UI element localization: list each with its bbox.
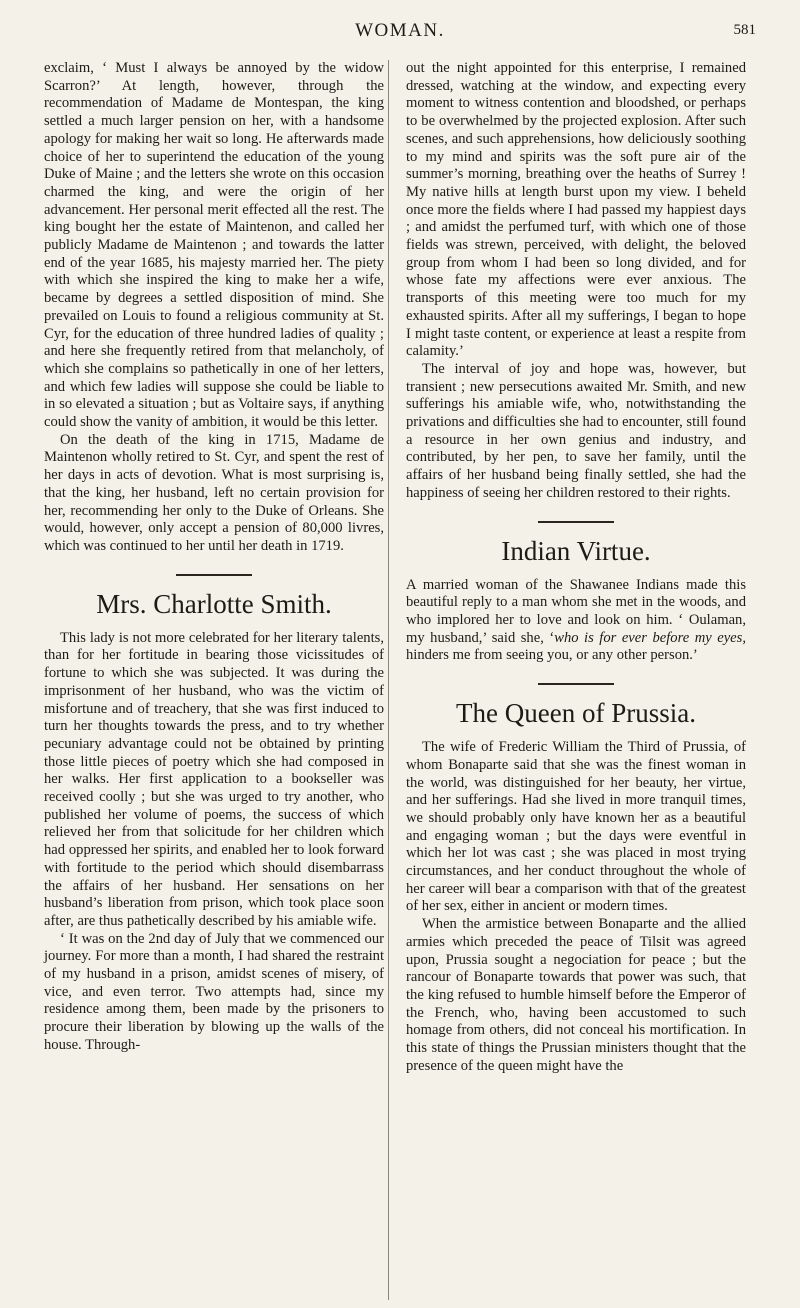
running-head: WOMAN.	[355, 20, 445, 41]
section-heading-indian-virtue: Indian Virtue.	[501, 535, 651, 566]
paragraph: ‘ It was on the 2nd day of July that we commenced our journey. For more than a month, I had shared the restraint of my husband in a prison, amidst scenes of misery, of vice, and even terror. Two attempts had, since my residence among them, been made by the prisoners to procure their liberation by blowing up the walls of the house. Through-	[44, 930, 384, 1053]
section-rule	[538, 683, 614, 685]
text-run: A married woman of the Shawanee Indians made this beautiful reply to a man whom she met in the woods, and who implored her to love and look on him. ‘ Oulaman, my husband,’ said she, ‘	[406, 576, 746, 646]
left-column	[44, 60, 384, 1055]
text-run: hinders me from seeing you, or any other person.’	[406, 647, 698, 664]
section-heading-charlotte-smith: Mrs. Charlotte Smith.	[96, 588, 332, 619]
italic-text-run: who is for ever before my eyes,	[554, 629, 746, 646]
paragraph: This lady is not more celebrated for her literary talents, than for her fortitude in bearing those vicissitudes of fortune to which she was subjected. It was during the imprisonment of her husband, who was the victim of misfortune and of treachery, that she was first induced to turn her thoughts towards the press, and to try whether pecuniary advantage could not be obtained by printing those little pieces of poetry which she had composed in her walks. Her first application to a bookseller was received coolly ; but she was urged to try another, who published her volume of poems, the success of which relieved her from that solicitude for her children which had oppressed her spirits, and enabled her to look forward with fortitude to the period which should disembarrass the affairs of her husband. Her sensations on her husband’s liberation from prison, which took place soon after, are thus pathetically described by his amiable wife.	[44, 629, 384, 929]
paragraph: On the death of the king in 1715, Madame de Maintenon wholly retired to St. Cyr, and spent the rest of her days in acts of devotion. What is most surprising is, that the king, her husband, left no certain provision for her, recommending her only to the Duke of Orleans. She would, however, only accept a pension of 80,000 livres, which was continued to her until her death in 1719.	[44, 431, 384, 554]
paragraph	[406, 577, 746, 666]
paragraph: The interval of joy and hope was, however, but transient ; new persecutions awaited Mr. Smith, and new sufferings his amiable wife, who, notwithstanding the privations and difficulties she had to encounter, still found a resource in her own genius and industry, and contributed, by her pen, to save her family, until the affairs of her husband being finally settled, she had the happiness of seeing her children restored to their rights.	[406, 360, 747, 501]
right-column	[406, 60, 746, 1075]
column-divider	[388, 60, 389, 1300]
paragraph: When the armistice between Bonaparte and the allied armies which preceded the peace of Tilsit was agreed upon, Prussia sought a negociation for peace ; but the rancour of Bonaparte towards that power was such, that the king refused to humble himself before the Emperor of the French, who, having been accustomed to such homage from others, did not conceal his mortification. In this state of things the Prussian ministers thought that the presence of the queen might have the	[406, 916, 746, 1074]
section-rule	[538, 521, 614, 523]
paragraph: out the night appointed for this enterprise, I remained dressed, watching at the window, and expecting every moment to witness contention and bloodshed, or perhaps to be overwhelmed by the projected explosion. After such scenes, and such apprehensions, how deliciously soothing to my mind and spirits was the soft pure air of the summer’s morning, breathing over the heaths of Surrey ! My native hills at length burst upon my view. I beheld once more the fields where I had passed my happiest days ; and amidst the perfumed turf, with which one of those fields was strewn, perceived, with delight, the beloved group from whom I had been so long divided, and for whose fate my affections were ever anxious. The transports of this meeting were too much for my exhausted spirits. After all my sufferings, I began to hope I might taste content, or experience at least a respite from calamity.’	[406, 60, 746, 360]
page-number: 581	[733, 22, 756, 38]
paragraph: exclaim, ‘ Must I always be annoyed by the widow Scarron?’ At length, however, through the recommendation of Madame de Montespan, the king settled a much larger pension on her, with a handsome apology for making her wait so long. He afterwards made choice of her to superintend the education of the young Duke of Maine ; and the letters she wrote on this occasion charmed the king, and were the origin of her advancement. Her personal merit effected all the rest. The king bought her the estate of Maintenon, and called her publicly Madame de Maintenon ; and towards the latter end of the year 1685, his majesty married her. The piety with which she inspired the king to make her a wife, became by degrees a settled disposition of mind. She prevailed on Louis to found a religious community at St. Cyr, for the education of three hundred ladies of quality ; and here she frequently retired from that melancholy, of which she complains so pathetically in one of her letters, and which few ladies will suppose she could be liable to in so elevated a situation ; but as Voltaire says, if anything could show the vanity of ambition, it would be this letter.	[44, 60, 384, 431]
paragraph: The wife of Frederic William the Third of Prussia, of whom Bonaparte said that she was the finest woman in the world, was distinguished for her beauty, her virtue, and her sufferings. Had she lived in more tranquil times, we should probably only have known her as a beautiful and engaging woman ; but the days were eventful in which her lot was cast ; she was placed in most trying circumstances, and her conduct throughout the whole of her career will bear a comparison with that of the greatest of her sex, either in ancient or modern times.	[406, 739, 746, 915]
section-rule	[176, 574, 252, 576]
section-heading-queen-of-prussia: The Queen of Prussia.	[456, 698, 696, 729]
